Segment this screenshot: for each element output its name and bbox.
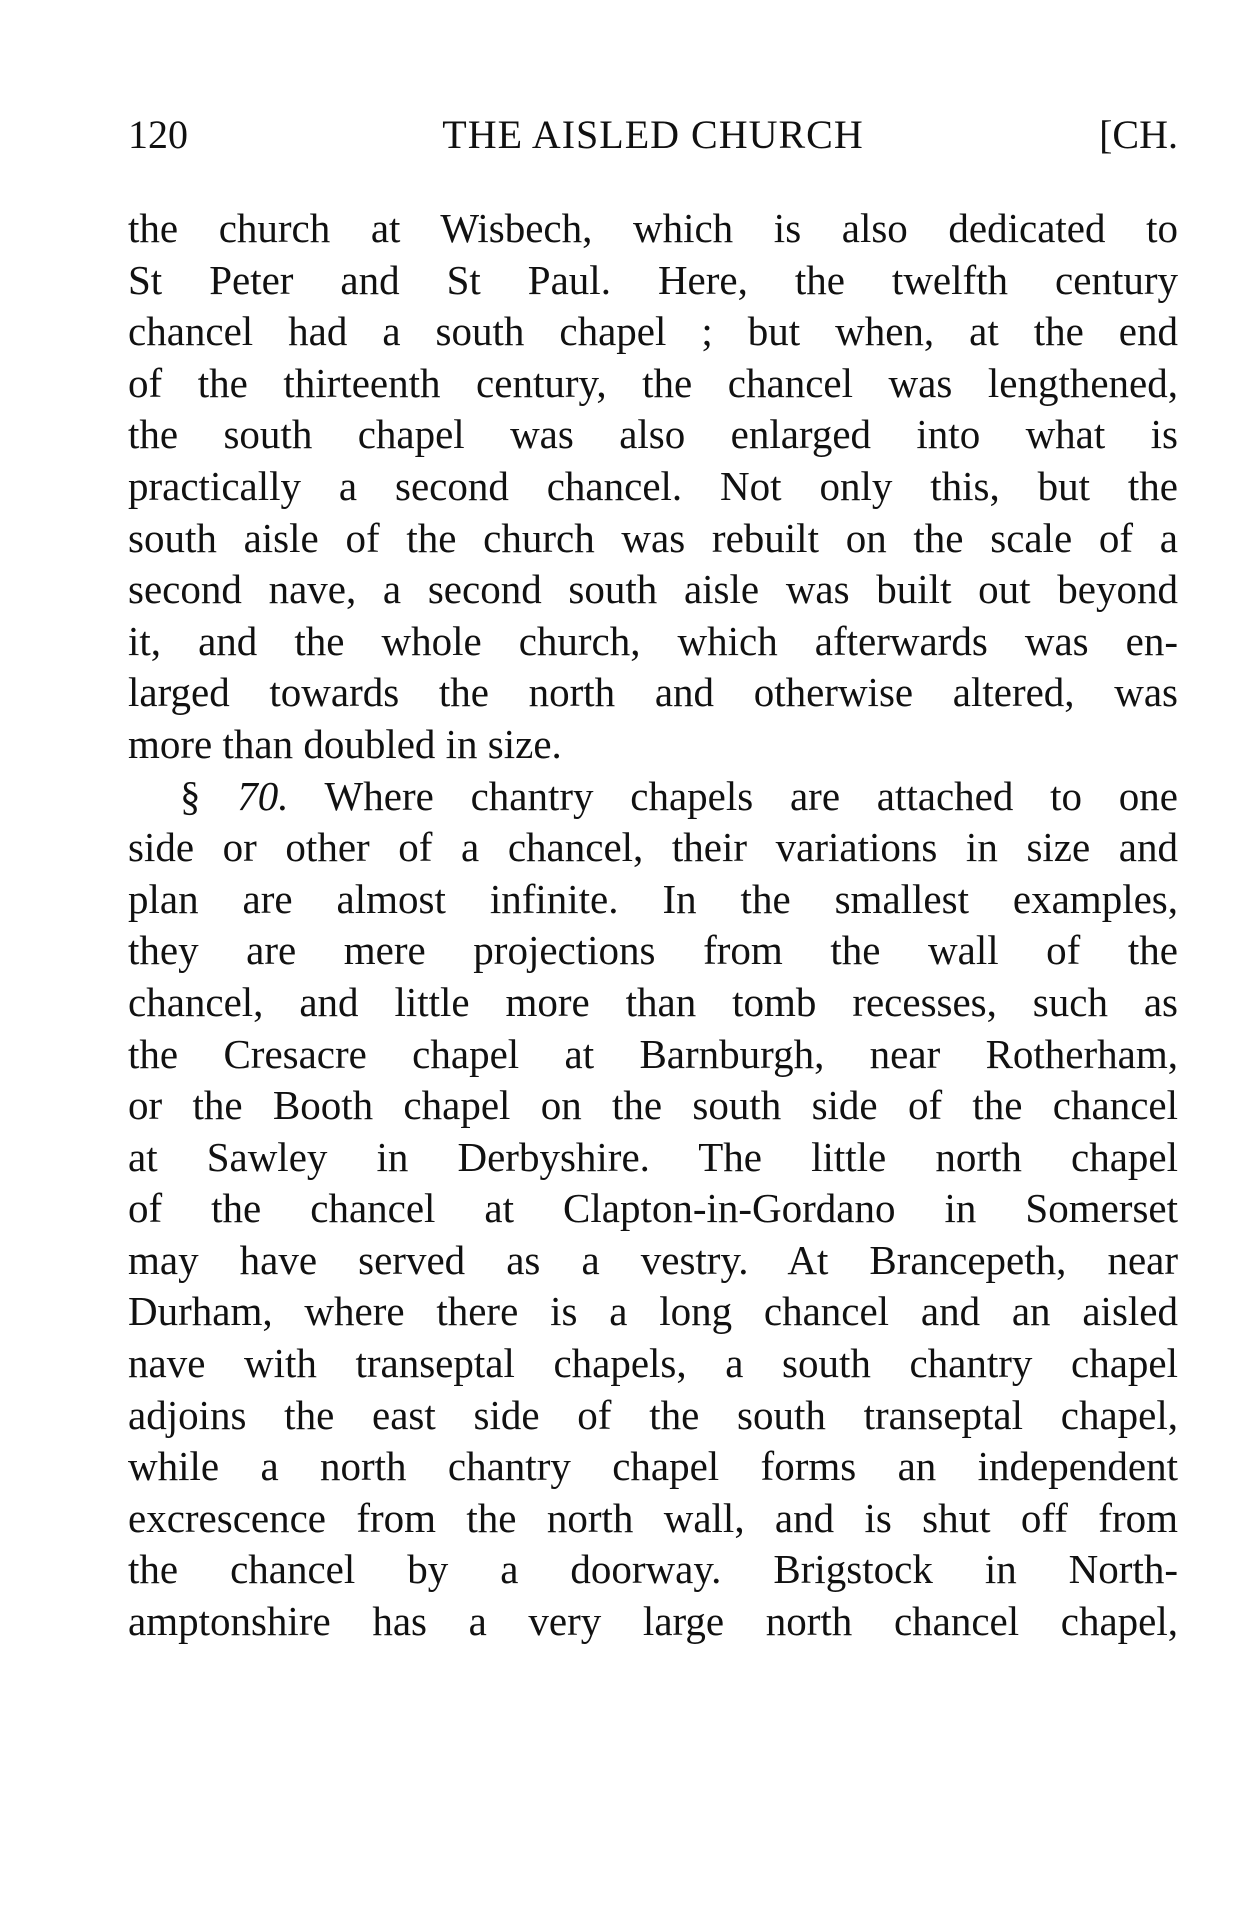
text-line: the south chapel was also enlarged into what is xyxy=(128,411,1178,458)
text-line: § 70. Where chantry chapels are attached to one xyxy=(180,772,1178,819)
running-header xyxy=(128,112,1178,158)
text-line: Durham, where there is a long chancel and an aisled xyxy=(128,1288,1178,1335)
text-line: or the Booth chapel on the south side of the chancel xyxy=(128,1082,1178,1129)
text-line: they are mere projections from the wall of the xyxy=(128,927,1178,974)
text-line: side or other of a chancel, their variations in size and xyxy=(128,824,1178,871)
text-line: adjoins the east side of the south transeptal chapel, xyxy=(128,1391,1178,1438)
page-number: 120 xyxy=(128,112,188,157)
text-line: chancel, and little more than tomb recesses, such as xyxy=(128,978,1178,1025)
text-line: amptonshire has a very large north chancel chapel, xyxy=(128,1598,1178,1645)
text-line: of the chancel at Clapton-in-Gordano in Somerset xyxy=(128,1185,1178,1232)
text-line: larged towards the north and otherwise altered, was xyxy=(128,669,1178,716)
running-title: THE AISLED CHURCH xyxy=(442,112,864,157)
text-line: the Cresacre chapel at Barnburgh, near Rotherham, xyxy=(128,1030,1178,1077)
text-line: south aisle of the church was rebuilt on the scale of a xyxy=(128,514,1178,561)
text-line: may have served as a vestry. At Brancepeth, near xyxy=(128,1236,1178,1283)
text-line: practically a second chancel. Not only this, but the xyxy=(128,462,1178,509)
text-line: plan are almost infinite. In the smallest examples, xyxy=(128,875,1178,922)
text-line: St Peter and St Paul. Here, the twelfth century xyxy=(128,256,1178,303)
text-line: nave with transeptal chapels, a south chantry chapel xyxy=(128,1340,1178,1387)
text-line: of the thirteenth century, the chancel was lengthened, xyxy=(128,359,1178,406)
text-line: at Sawley in Derbyshire. The little north chapel xyxy=(128,1133,1178,1180)
text-line: the church at Wisbech, which is also dedicated to xyxy=(128,205,1178,251)
body-text xyxy=(128,203,1178,1648)
chapter-mark: [CH. xyxy=(1099,112,1178,157)
text-line: the chancel by a doorway. Brigstock in North- xyxy=(128,1546,1178,1593)
text-line: second nave, a second south aisle was built out beyond xyxy=(128,566,1178,613)
text-line: while a north chantry chapel forms an independent xyxy=(128,1443,1178,1490)
text-line: chancel had a south chapel ; but when, at the end xyxy=(128,308,1178,355)
section-number: 70. xyxy=(237,772,289,819)
text-line: excrescence from the north wall, and is shut off from xyxy=(128,1494,1178,1541)
text-line: more than doubled in size. xyxy=(128,720,562,767)
text-line: it, and the whole church, which afterwards was en- xyxy=(128,617,1178,664)
